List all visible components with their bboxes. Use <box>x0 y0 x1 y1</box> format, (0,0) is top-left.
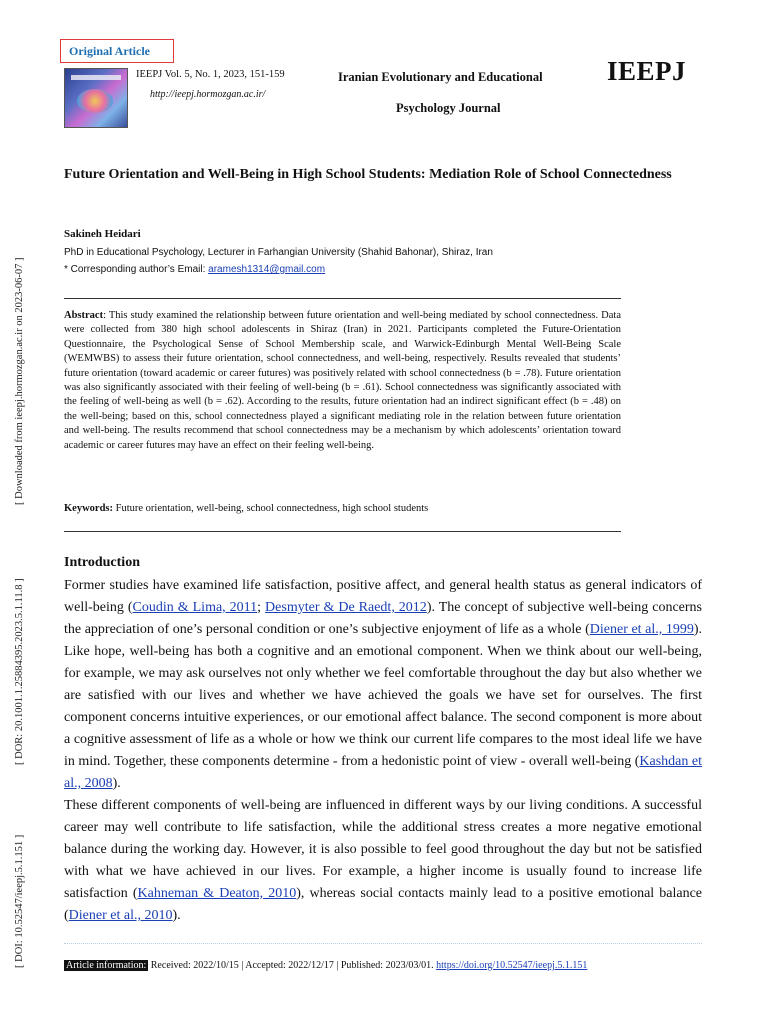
keywords-label: Keywords: <box>64 503 113 514</box>
citation-link[interactable]: Desmyter & De Raedt, 2012 <box>265 600 427 615</box>
abstract-text: : This study examined the relationship between future orientation and well-being mediated by school connectedness. Data were collected from 380 high school adolescents in Shiraz (Iran) in 2021. Participants completed the Future-Orientation Questionnaire, the Psychological Sense of School Membership scale, and Warwick-Edinburgh Mental Well-Being Scale (WEMWBS) to assess their future orientation, school connectedness, and well-being, respectively. Results revealed that students’ future orientation (toward academic or career futures) was positively related with school connectedness (b = .78). Future orientation was also significantly associated with their feeling of well-being (b = .61). School connectedness was significantly associated with the feeling of well-being as well (b = .62). According to the results, future orientation had an indirect significant effect (b = .48) on the well-being; based on this, school connectedness played a significant mediating role in the relation between future orientation and well-being. The results recommend that school connectedness may be a mechanism by which adolescents’ orientation toward academic or career futures may have an effect on their feeling well-being. <box>64 310 621 451</box>
article-dates: Received: 2022/10/15 | Accepted: 2022/12/17 | Published: 2023/03/01. <box>148 960 437 971</box>
article-type-badge: Original Article <box>60 39 174 63</box>
body-text: ). <box>112 776 121 791</box>
body-text: ). The concept of subjective well-being concerns the appreciation of one’s personal condition or one’s subjective enjoyment of life as a whole ( <box>64 600 703 637</box>
doi-link[interactable]: https://doi.org/10.52547/ieepj.5.1.151 <box>436 960 588 971</box>
citation-link[interactable]: Coudin & Lima, 2011 <box>132 600 258 615</box>
citation-link[interactable]: Kashdan et al., 2008 <box>64 754 702 791</box>
body-text: ), whereas social contacts mainly lead to a positive emotional balance ( <box>64 886 702 923</box>
keywords-text: Future orientation, well-being, school connectedness, high school students <box>113 503 429 514</box>
body-text: Former studies have examined life satisfaction, positive affect, and general health status as general indicators of well-being ( <box>64 578 702 615</box>
paper-title: Future Orientation and Well-Being in High School Students: Mediation Role of School Connectedness <box>64 167 672 182</box>
intro-paragraph-1 <box>64 575 702 795</box>
author-name: Sakineh Heidari <box>64 228 141 240</box>
body-text: ; <box>257 600 266 615</box>
keywords <box>64 503 428 514</box>
download-note: [ Downloaded from ieepj.hormozgan.ac.ir on 2023-06-07 ] <box>14 257 25 505</box>
abstract <box>64 309 621 453</box>
introduction-body <box>64 575 702 927</box>
volume-info: IEEPJ Vol. 5, No. 1, 2023, 151-159 <box>136 69 285 80</box>
journal-url[interactable]: http://ieepj.hormozgan.ac.ir/ <box>150 89 266 100</box>
journal-name-line1: Iranian Evolutionary and Educational <box>338 70 543 84</box>
article-information-label: Article information: <box>66 960 147 971</box>
dor-note: [ DOR: 20.1001.1.25884395.2023.5.1.11.8 ] <box>14 578 25 765</box>
citation-link[interactable]: Kahneman & Deaton, 2010 <box>137 886 297 901</box>
corresponding-author <box>64 264 325 275</box>
body-text: ). Like hope, well-being has both a cognitive and an emotional component. When we think about our well-being, for example, we may ask ourselves not only whether we feel comfortable throughout the day but also whether we are satisfied with our lives and whether we have achieved the goals we have set for ourselves. The first component concerns intuitive experiences, or our emotional affect balance. The second component is more about a cognitive assessment of life as a whole or how we think our current life compares to the most ideal life we have in mind. Together, these components determine - from a hedonistic point of view - overall well-being ( <box>64 622 703 769</box>
body-text: ). <box>172 908 181 923</box>
article-information <box>64 960 587 971</box>
abstract-top-rule <box>64 298 621 299</box>
doi-note: [ DOI: 10.52547/ieepj.5.1.151 ] <box>14 834 25 968</box>
introduction-heading: Introduction <box>64 555 140 570</box>
abstract-label: Abstract <box>64 310 104 321</box>
body-text: These different components of well-being are influenced in different ways by our living conditions. A successful career may well contribute to life satisfaction, while the additional stress creates a more negative emotional balance during the working day. However, it is also possible to feel good throughout the day but not be satisfied with what we have achieved in our lives. For example, a higher income is usually found to increase life satisfaction ( <box>64 798 702 901</box>
corresponding-label: * Corresponding author’s Email: <box>64 264 209 275</box>
author-affiliation: PhD in Educational Psychology, Lecturer in Farhangian University (Shahid Bahonar), Shiraz, Iran <box>64 247 493 258</box>
citation-link[interactable]: Diener et al., 2010 <box>68 908 173 923</box>
journal-cover-image <box>64 68 128 128</box>
abstract-bottom-rule <box>64 531 621 532</box>
journal-abbreviation: IEEPJ <box>607 56 687 86</box>
citation-link[interactable]: Diener et al., 1999 <box>589 622 694 637</box>
author-email-link[interactable]: aramesh1314@gmail.com <box>208 264 326 275</box>
intro-paragraph-2 <box>64 795 702 927</box>
journal-name-line2: Psychology Journal <box>396 101 501 115</box>
side-margin-notes <box>0 0 28 1024</box>
footer-rule <box>64 943 702 944</box>
